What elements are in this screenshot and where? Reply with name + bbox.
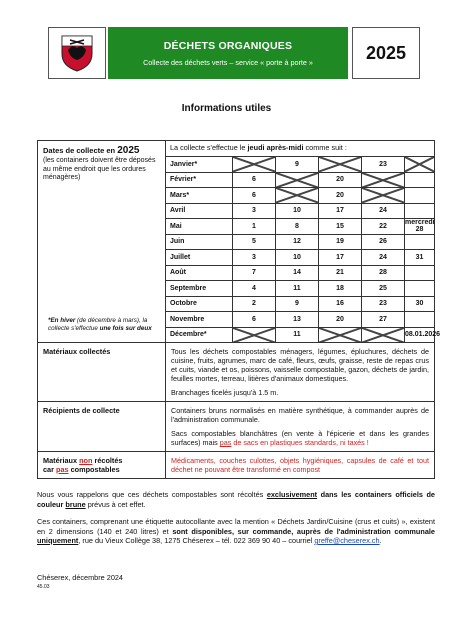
- date-value: 9: [295, 160, 299, 168]
- winter-note: [48, 317, 168, 333]
- materials-text: [166, 343, 434, 401]
- date-value: 16: [336, 300, 344, 308]
- date-cell: [405, 265, 435, 281]
- winter-mid: (de décembre à mars), la collecte s'effectue: [48, 317, 148, 332]
- date-cell: [405, 219, 435, 235]
- date-value: 2: [252, 300, 256, 308]
- date-cell: [276, 203, 319, 219]
- containers-row: [38, 402, 435, 452]
- date-cell: [276, 296, 319, 312]
- cancelled-cross-icon: [319, 328, 361, 343]
- date-value: 10: [293, 207, 301, 215]
- date-value: 15: [336, 222, 344, 230]
- nc-label-c: car: [43, 465, 56, 474]
- date-value: mercredi 28: [405, 219, 435, 234]
- date-cell: [405, 157, 435, 172]
- date-value: 18: [336, 284, 344, 292]
- cancelled-cross-icon: [362, 188, 404, 203]
- date-value: 08.01.2026: [405, 331, 441, 339]
- cancelled-cross-icon: [276, 188, 318, 203]
- containers-label: Récipients de collecte: [43, 406, 120, 415]
- dates-label-year: 2025: [117, 145, 140, 156]
- date-value: 20: [336, 176, 344, 184]
- month-name: Juin: [166, 234, 233, 250]
- year-badge: 2025: [352, 27, 420, 79]
- date-value: 20: [336, 315, 344, 323]
- document-title: DÉCHETS ORGANIQUES: [163, 39, 293, 52]
- date-cell: [233, 281, 276, 297]
- date-cell: [276, 265, 319, 281]
- date-value: 4: [252, 284, 256, 292]
- date-cell: [276, 188, 319, 204]
- nc-label-b: récoltés: [92, 456, 123, 465]
- date-value: 23: [379, 300, 387, 308]
- nc-label-non: non: [79, 456, 93, 465]
- date-cell: [362, 234, 405, 250]
- date-cell: [319, 281, 362, 297]
- date-value: 20: [336, 191, 344, 199]
- footer-paragraph-2: [37, 517, 435, 546]
- winter-bold: une fois sur deux: [99, 325, 152, 332]
- month-name: Janvier*: [170, 160, 198, 168]
- date-cell: [233, 219, 276, 235]
- date-value: 24: [379, 253, 387, 261]
- date-value: 6: [252, 315, 256, 323]
- date-value: 30: [415, 300, 424, 308]
- p1-a: Nous vous rappelons que ces déchets compostables sont récoltés: [37, 490, 267, 499]
- p1-b: dans les containers officiels de couleur: [37, 490, 435, 509]
- month-row: [166, 250, 434, 266]
- p2-a: Ces containers, comprenant une étiquette autocollante avec la mention « Déchets Jardin/Cuisine (crus et cuits) », existent en 2 dimensions (140 et 240 litres) et: [37, 517, 435, 536]
- month-row: [166, 296, 434, 312]
- month-name: Février*: [166, 172, 233, 188]
- date-value: 12: [293, 238, 301, 246]
- date-cell: [405, 312, 435, 328]
- cancelled-cross-icon: [362, 173, 404, 188]
- date-value: 23: [379, 160, 387, 168]
- date-cell: [405, 234, 435, 250]
- containers-label-cell: [38, 402, 166, 452]
- date-cell: [405, 188, 435, 204]
- date-value: 9: [295, 300, 299, 308]
- date-cell: [233, 203, 276, 219]
- date-value: 27: [379, 315, 387, 323]
- date-cell: [405, 250, 435, 266]
- date-cell: [233, 172, 276, 188]
- winter-prefix: *En hiver: [48, 317, 76, 324]
- month-name: Juillet: [166, 250, 233, 266]
- date-value: 19: [336, 238, 344, 246]
- not-collected-label-cell: [38, 452, 166, 479]
- date-cell: [233, 188, 276, 204]
- date-cell: [362, 250, 405, 266]
- date-cell: [276, 172, 319, 188]
- date-cell: [233, 265, 276, 281]
- date-cell: [405, 281, 435, 297]
- branches-note: Branchages ficelés jusqu'à 1.5 m.: [171, 388, 279, 397]
- date-cell: [405, 327, 441, 342]
- cancelled-cross-icon: [276, 173, 318, 188]
- not-collected-label: [43, 456, 160, 474]
- dates-row: [38, 141, 435, 343]
- cancelled-cross-icon: [319, 157, 361, 172]
- title-banner: [108, 27, 348, 79]
- date-cell: [276, 312, 319, 328]
- date-cell: [405, 296, 435, 312]
- p2-b: sont disponibles, sur commande, auprès de l'administration communale: [172, 526, 435, 536]
- containers-text: [166, 402, 434, 451]
- date-value: 28: [379, 269, 387, 277]
- cancelled-cross-icon: [233, 328, 275, 343]
- month-name: Décembre*: [166, 327, 233, 342]
- intro-prefix: La collecte s'effectue le: [170, 143, 248, 152]
- date-value: 25: [379, 284, 387, 292]
- p1-brune: brune: [65, 499, 86, 509]
- p1-c: prévus à cet effet.: [85, 499, 146, 509]
- dates-label-text: Dates de collecte en: [43, 146, 116, 155]
- date-value: 14: [293, 269, 301, 277]
- month-name: Avril: [166, 203, 233, 219]
- date-cell: [319, 327, 362, 342]
- materials-label-cell: [38, 343, 166, 402]
- containers-pas: pas: [219, 438, 232, 447]
- cancelled-cross-icon: [405, 157, 434, 172]
- info-table: [37, 140, 441, 479]
- date-value: 31: [415, 253, 424, 261]
- materials-text-cell: [166, 343, 435, 402]
- month-name: Septembre: [166, 281, 233, 297]
- dates-label: [43, 145, 160, 156]
- date-value: 5: [252, 238, 256, 246]
- date-value: 6: [252, 191, 256, 199]
- date-cell: [233, 296, 276, 312]
- date-value: 6: [252, 176, 256, 184]
- containers-text-2: [171, 429, 429, 447]
- coat-of-arms-logo: [48, 27, 106, 79]
- not-collected-text-cell: [166, 452, 435, 479]
- nc-label-d: compostables: [68, 465, 120, 474]
- date-cell: [276, 234, 319, 250]
- date-value: 11: [293, 284, 301, 292]
- header: [48, 27, 420, 79]
- month-name: Mai: [166, 219, 233, 235]
- date-cell: [233, 327, 276, 342]
- containers-text-2b: de sacs en plastiques standards, ni taxés !: [231, 438, 369, 447]
- date-value: 26: [379, 238, 387, 246]
- date-value: 17: [336, 253, 344, 261]
- date-cell: [233, 250, 276, 266]
- date-value: 11: [293, 331, 301, 339]
- date-cell: [319, 265, 362, 281]
- date-cell: [362, 327, 405, 342]
- materials-list: Tous les déchets compostables ménagers, légumes, épluchures, déchets de cuisine, fruits, agrumes, marc de café, fleurs, œufs, graisse, reste de repas crus et cuits, viande et os, poissons, vaisselle compostable, gazon, déchets de jardin, feuilles mortes, terreau, litières d'animaux domestiques.: [171, 347, 429, 383]
- nc-label-pas: pas: [55, 465, 69, 474]
- coat-of-arms-icon: [60, 34, 94, 72]
- month-name: Octobre: [166, 296, 233, 312]
- date-value: 21: [336, 269, 344, 277]
- date-cell: [319, 234, 362, 250]
- month-row: [166, 219, 434, 235]
- date-value: 22: [379, 222, 387, 230]
- month-row: [166, 188, 434, 204]
- month-row: [166, 157, 434, 172]
- date-cell: [362, 219, 405, 235]
- month-row: [166, 234, 434, 250]
- date-cell: [319, 312, 362, 328]
- not-collected-text: Médicaments, couches culottes, objets hygiéniques, capsules de café et tout déchet ne pouvant être transformé en compost: [171, 456, 429, 474]
- date-value: 24: [379, 207, 387, 215]
- date-cell: [319, 172, 362, 188]
- document-ref: 45.03: [37, 584, 50, 590]
- date-cell: [319, 250, 362, 266]
- date-cell: [233, 234, 276, 250]
- date-value: 10: [293, 253, 301, 261]
- date-value: 8: [295, 222, 299, 230]
- date-value: 3: [252, 207, 256, 215]
- p2-d: .: [379, 536, 382, 545]
- date-value: 3: [252, 253, 256, 261]
- containers-text-1: Containers bruns normalisés en matière synthétique, à commander auprès de l'administration communale.: [171, 406, 429, 424]
- footer-paragraph-1: [37, 490, 435, 509]
- nc-label-a: Matériaux: [43, 456, 80, 465]
- date-cell: [233, 312, 276, 328]
- month-row: [166, 172, 434, 188]
- p2-c: , rue du Vieux Collège 38, 1275 Chéserex – tél. 022 369 90 40 – courriel: [78, 536, 315, 545]
- month-name: Août: [166, 265, 233, 281]
- materials-label: Matériaux collectés: [43, 347, 111, 356]
- date-cell: [276, 250, 319, 266]
- date-cell: [319, 203, 362, 219]
- cancelled-cross-icon: [233, 157, 275, 172]
- date-value: 13: [293, 315, 301, 323]
- month-name: Mars*: [166, 188, 233, 204]
- date-cell: [362, 296, 405, 312]
- intro-bold: jeudi après-midi: [247, 143, 304, 152]
- dates-schedule-cell: [166, 141, 441, 343]
- date-cell: [362, 312, 405, 328]
- materials-row: [38, 343, 435, 402]
- date-cell: [276, 281, 319, 297]
- cancelled-cross-icon: [362, 328, 404, 343]
- month-row: [166, 327, 434, 342]
- date-cell: [362, 281, 405, 297]
- date-cell: [362, 157, 405, 172]
- schedule-intro: [166, 141, 434, 157]
- month-row: [166, 203, 434, 219]
- date-cell: [319, 296, 362, 312]
- date-cell: [405, 172, 435, 188]
- intro-suffix: comme suit :: [303, 143, 347, 152]
- month-row: [166, 281, 434, 297]
- dates-label-cell: [38, 141, 166, 343]
- date-cell: [276, 219, 319, 235]
- date-cell: [233, 157, 276, 172]
- containers-text-cell: [166, 402, 435, 452]
- date-cell: [276, 327, 319, 342]
- signature: Chéserex, décembre 2024: [37, 573, 123, 582]
- date-cell: [362, 172, 405, 188]
- date-value: 7: [252, 269, 256, 277]
- containers-text-2a: Sacs compostables blanchâtres (en vente à l'épicerie et dans les grandes surfaces) mais: [171, 429, 429, 447]
- document-subtitle: Collecte des déchets verts – service « porte à porte »: [143, 57, 313, 67]
- months-table: [166, 157, 441, 342]
- date-cell: [362, 203, 405, 219]
- email-link[interactable]: greffe@cheserex.ch: [314, 536, 380, 545]
- month-row: [166, 265, 434, 281]
- not-collected-row: [38, 452, 435, 479]
- date-cell: [319, 157, 362, 172]
- p1-exclusivement: exclusivement: [266, 490, 318, 499]
- dates-note: (les containers doivent être déposés au même endroit que les ordures ménagères): [43, 157, 156, 181]
- date-cell: [362, 265, 405, 281]
- date-cell: [319, 219, 362, 235]
- page-title: Informations utiles: [181, 103, 272, 114]
- date-value: 17: [336, 207, 344, 215]
- date-cell: [362, 188, 405, 204]
- p2-uniquement: uniquement: [37, 536, 79, 545]
- month-row: [166, 312, 434, 328]
- date-cell: [405, 203, 435, 219]
- date-cell: [319, 188, 362, 204]
- date-value: 1: [252, 222, 256, 230]
- date-cell: [276, 157, 319, 172]
- month-name: Novembre: [166, 312, 233, 328]
